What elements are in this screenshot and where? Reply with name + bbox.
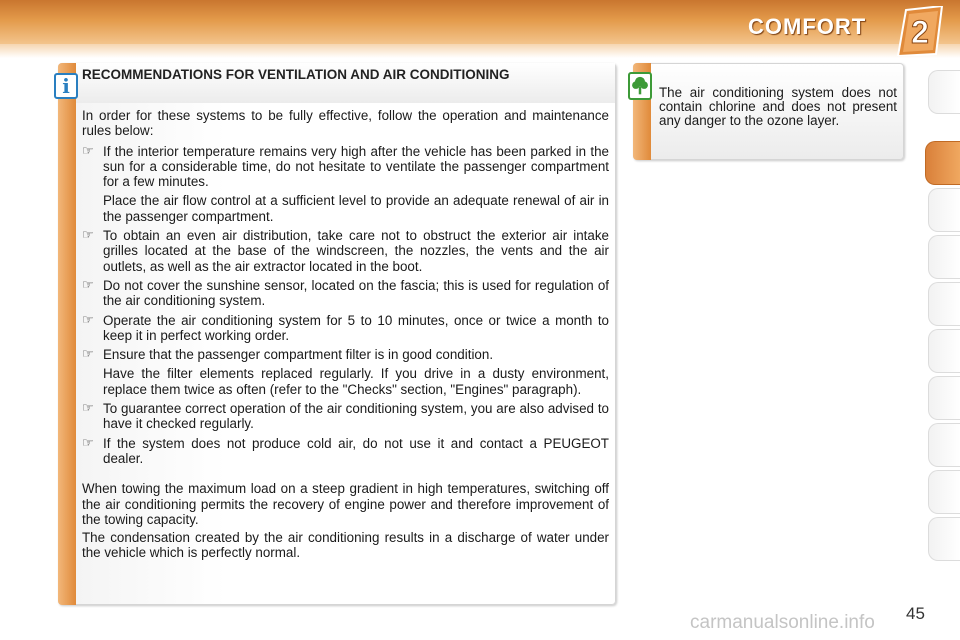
- recommendations-content: [82, 108, 609, 561]
- list-item: [82, 278, 609, 309]
- list-item: [82, 228, 609, 274]
- list-item: [82, 347, 609, 362]
- list-item-text: Do not cover the sunshine sensor, located on the fascia; this is used for regulation of the air conditioning system.: [103, 277, 609, 309]
- list-item-text: To guarantee correct operation of the air conditioning system, you are also advised to have it checked regularly.: [103, 401, 609, 432]
- recommendation-list: [82, 144, 609, 467]
- pointing-hand-icon: ☞: [82, 400, 94, 416]
- pointing-hand-icon: ☞: [82, 346, 94, 362]
- tree-icon: [628, 72, 652, 100]
- pointing-hand-icon: ☞: [82, 142, 94, 158]
- chapter-tab[interactable]: [928, 423, 960, 467]
- chapter-badge: [896, 6, 944, 56]
- watermark: carmanualsonline.info: [690, 612, 875, 633]
- list-item-text: Operate the air conditioning system for 5 to 10 minutes, once or twice a month to keep it in perfect working order.: [103, 312, 609, 343]
- panel-accent-bar: [58, 63, 76, 605]
- list-item: [82, 436, 609, 467]
- chapter-tab[interactable]: [928, 329, 960, 373]
- pointing-hand-icon: ☞: [82, 311, 94, 327]
- chapter-title: COMFORT: [748, 14, 867, 39]
- list-item-note: Have the filter elements replaced regularly. If you drive in a dusty environment, replace them twice as often (refer to the "Checks" section, "Engines" paragraph).: [103, 366, 609, 397]
- list-item: [82, 401, 609, 432]
- chapter-tab[interactable]: [928, 188, 960, 232]
- chapter-tab[interactable]: [928, 517, 960, 561]
- chapter-tab[interactable]: [928, 235, 960, 279]
- page-number: 45: [906, 604, 925, 623]
- condensation-paragraph: The condensation created by the air conditioning results in a discharge of water under the vehicle which is perfectly normal.: [82, 530, 609, 561]
- list-item-text: If the interior temperature remains very high after the vehicle has been parked in the sun for a considerable time, do not hesitate to ventilate the passenger compartment for a few minutes.: [103, 143, 609, 190]
- header-fade: [0, 44, 960, 58]
- list-item: [82, 144, 609, 190]
- list-item-text: To obtain an even air distribution, take care not to obstruct the exterior air intake grilles located at the base of the windscreen, the nozzles, the vents and the air outlets, as well as the air extractor located in the boot.: [103, 228, 609, 274]
- intro-paragraph: In order for these systems to be fully effective, follow the operation and maintenance rules below:: [82, 108, 609, 139]
- chapter-tab[interactable]: [928, 470, 960, 514]
- chapter-tab[interactable]: [928, 376, 960, 420]
- towing-paragraph: When towing the maximum load on a steep gradient in high temperatures, switching off the air conditioning permits the recovery of engine power and therefore improvement of the towing capacity.: [82, 481, 609, 527]
- chapter-tab[interactable]: [928, 282, 960, 326]
- pointing-hand-icon: ☞: [82, 227, 94, 243]
- section-title: RECOMMENDATIONS FOR VENTILATION AND AIR CONDITIONING: [82, 67, 510, 82]
- chapter-tab-active[interactable]: [925, 141, 960, 185]
- pointing-hand-icon: ☞: [82, 276, 94, 292]
- chapter-number: 2: [911, 14, 929, 50]
- list-item: [82, 313, 609, 344]
- list-item-text: Ensure that the passenger compartment filter is in good condition.: [103, 347, 494, 363]
- list-item-text: If the system does not produce cold air, do not use it and contact a PEUGEOT dealer.: [103, 435, 609, 466]
- list-item-note: Place the air flow control at a sufficient level to provide an adequate renewal of air in the passenger compartment.: [103, 193, 609, 224]
- info-icon: i: [54, 73, 78, 99]
- environment-text: The air conditioning system does not contain chlorine and does not present any danger to the ozone layer.: [659, 85, 897, 129]
- chapter-tabs: [928, 70, 960, 575]
- chapter-tab[interactable]: [928, 70, 960, 114]
- pointing-hand-icon: ☞: [82, 434, 94, 450]
